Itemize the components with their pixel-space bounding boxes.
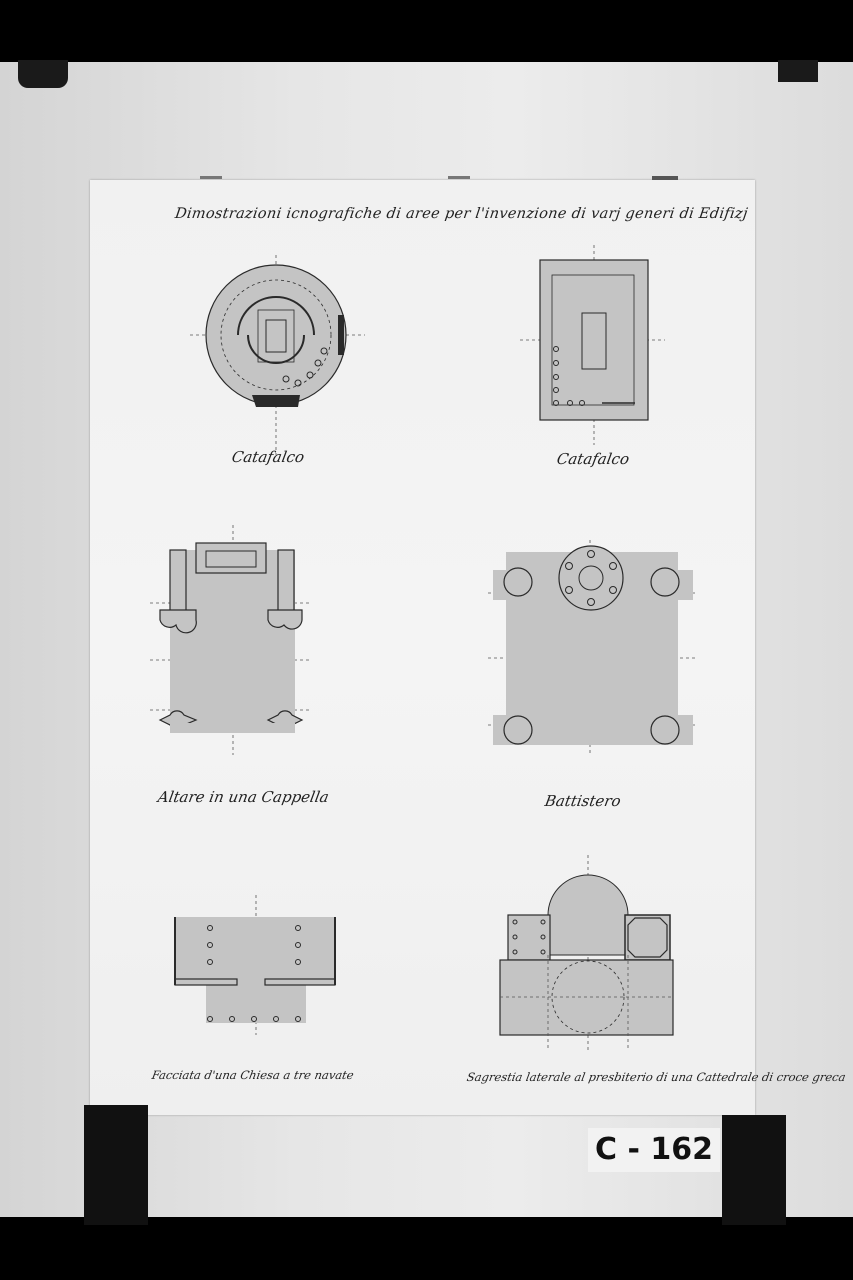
facciata-chiesa-plan [170,895,345,1035]
top-right-clip [778,60,818,82]
caption-altare: Altare in una Cappella [156,788,331,806]
sheet-title: Dimostrazioni icnografiche di aree per l'invenzione di varj generi di Edifizj [173,206,749,222]
catafalco-circular-plan [190,255,365,455]
top-left-clip [18,60,68,88]
caption-catafalco-left: Catafalco [230,448,306,466]
caption-catafalco-right: Catafalco [555,450,631,468]
sheet-tab-mark [448,176,470,179]
sheet-tab-mark [652,176,678,180]
caption-battistero: Battistero [543,792,623,810]
sagrestia-plan [495,855,680,1050]
bottom-right-clip [722,1115,786,1225]
battistero-plan [488,540,698,755]
sheet-tab-mark [200,176,222,179]
catafalco-rectangular-plan [520,245,665,445]
caption-sagrestia: Sagrestia laterale al presbiterio di una Cattedrale di croce greca [465,1070,847,1084]
caption-facciata: Facciata d'una Chiesa a tre navate [150,1068,355,1082]
bottom-left-clip [84,1105,148,1225]
altare-cappella-plan [150,525,310,755]
archive-label: C - 162 [588,1128,720,1172]
